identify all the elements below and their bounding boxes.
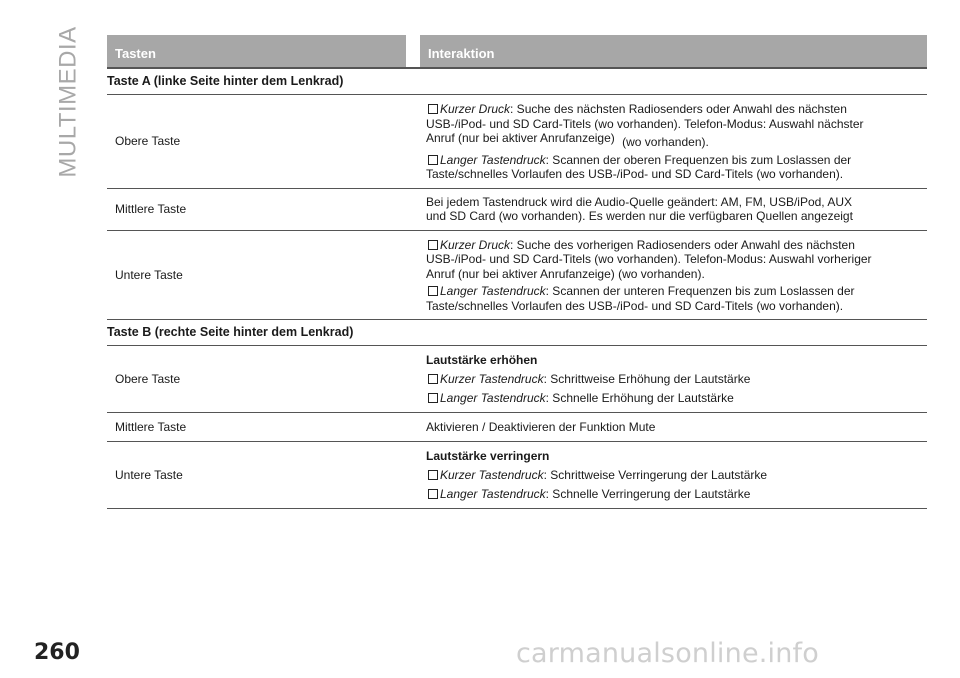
row-value <box>420 189 927 230</box>
table-row <box>107 442 927 509</box>
item-text: Bei jedem Tastendruck wird die Audio-Quelle geändert: AM, FM, USB/iPod, AUX <box>426 194 852 209</box>
list-item <box>420 238 927 282</box>
list-item <box>420 284 927 313</box>
item-text: : Suche des vorherigen Radiosenders oder Anwahl des nächsten <box>510 237 855 252</box>
item-label: Kurzer Druck <box>440 102 511 116</box>
row-text <box>420 195 927 224</box>
row-key: Obere Taste <box>115 134 181 148</box>
item-text: Anruf (nur bei aktiver Anrufanzeige) <box>426 131 615 145</box>
header-interaction: Interaktion <box>420 35 927 67</box>
page-number: 260 <box>34 640 80 665</box>
checkbox-icon <box>428 393 438 403</box>
item-text: Taste/schnelles Vorlaufen des USB-/iPod- und SD Card-Titels (wo vorhanden). <box>426 167 844 181</box>
item-text: Taste/schnelles Vorlaufen des USB-/iPod- und SD Card-Titels (wo vorhanden). <box>426 298 844 313</box>
row-value <box>420 346 927 412</box>
section-a-title: Taste A (linke Seite hinter dem Lenkrad) <box>107 69 927 95</box>
watermark: carmanualsonline.info <box>516 638 819 669</box>
section-b-title: Taste B (rechte Seite hinter dem Lenkrad) <box>107 320 927 346</box>
checkbox-icon <box>428 470 438 480</box>
item-text: : Schnelle Verringerung der Lautstärke <box>545 487 751 501</box>
item-text: : Scannen der oberen Frequenzen bis zum Loslassen der <box>545 152 852 167</box>
row-key: Untere Taste <box>115 267 183 282</box>
heading-text: Lautstärke erhöhen <box>426 353 538 367</box>
item-text: (wo vorhanden). <box>622 135 709 149</box>
table-row <box>107 189 927 231</box>
checkbox-icon <box>428 240 438 250</box>
list-item <box>420 391 927 406</box>
side-label-text: MULTIMEDIA <box>55 26 83 178</box>
item-text: Anruf (nur bei aktiver Anrufanzeige) (wo vorhanden). <box>426 266 705 281</box>
section-side-label <box>54 26 84 178</box>
item-text: : Schrittweise Erhöhung der Lautstärke <box>543 371 751 386</box>
row-value <box>420 442 927 508</box>
heading-text: Lautstärke verringern <box>426 449 550 463</box>
row-value <box>420 413 927 442</box>
item-label: Langer Tastendruck <box>440 284 546 298</box>
row-key: Untere Taste <box>115 467 183 482</box>
checkbox-icon <box>428 104 438 114</box>
checkbox-icon <box>428 286 438 296</box>
row-value <box>420 231 927 320</box>
row-key: Obere Taste <box>115 371 181 386</box>
list-item <box>420 372 927 387</box>
item-label: Langer Tastendruck <box>440 391 546 405</box>
table-header <box>107 35 927 69</box>
item-text: USB-/iPod- und SD Card-Titels (wo vorhanden). Telefon-Modus: Auswahl nächster <box>426 116 864 131</box>
header-keys: Tasten <box>107 35 406 67</box>
header-gap <box>406 35 420 67</box>
table-row <box>107 231 927 321</box>
checkbox-icon <box>428 155 438 165</box>
list-item <box>420 487 927 502</box>
item-label: Langer Tastendruck <box>440 487 546 501</box>
checkbox-icon <box>428 489 438 499</box>
list-item <box>420 102 927 150</box>
item-label: Kurzer Tastendruck <box>440 371 544 386</box>
checkbox-icon <box>428 374 438 384</box>
row-text <box>420 419 927 436</box>
item-text: USB-/iPod- und SD Card-Titels (wo vorhanden). Telefon-Modus: Auswahl vorheriger <box>426 252 872 266</box>
item-text: Aktivieren / Deaktivieren der Funktion Mute <box>426 419 656 434</box>
table-row <box>107 346 927 413</box>
list-item <box>420 468 927 483</box>
item-label: Langer Tastendruck <box>440 152 546 167</box>
table-row <box>107 413 927 443</box>
item-text: : Scannen der unteren Frequenzen bis zum Loslassen der <box>545 284 855 298</box>
item-label: Kurzer Tastendruck <box>440 467 544 482</box>
row-value <box>420 95 927 188</box>
item-text: und SD Card (wo vorhanden). Es werden nur die verfügbaren Quellen angezeigt <box>426 209 853 223</box>
row-heading <box>420 353 927 368</box>
table-row <box>107 95 927 189</box>
list-item <box>420 153 927 182</box>
controls-table <box>107 35 927 509</box>
row-key: Mittlere Taste <box>115 201 187 216</box>
row-key: Mittlere Taste <box>115 419 187 434</box>
item-label: Kurzer Druck <box>440 237 511 252</box>
item-text: : Suche des nächsten Radiosenders oder Anwahl des nächsten <box>510 102 847 116</box>
item-text: : Schnelle Erhöhung der Lautstärke <box>545 391 734 405</box>
row-heading <box>420 449 927 464</box>
item-text: : Schrittweise Verringerung der Lautstärke <box>543 467 768 482</box>
